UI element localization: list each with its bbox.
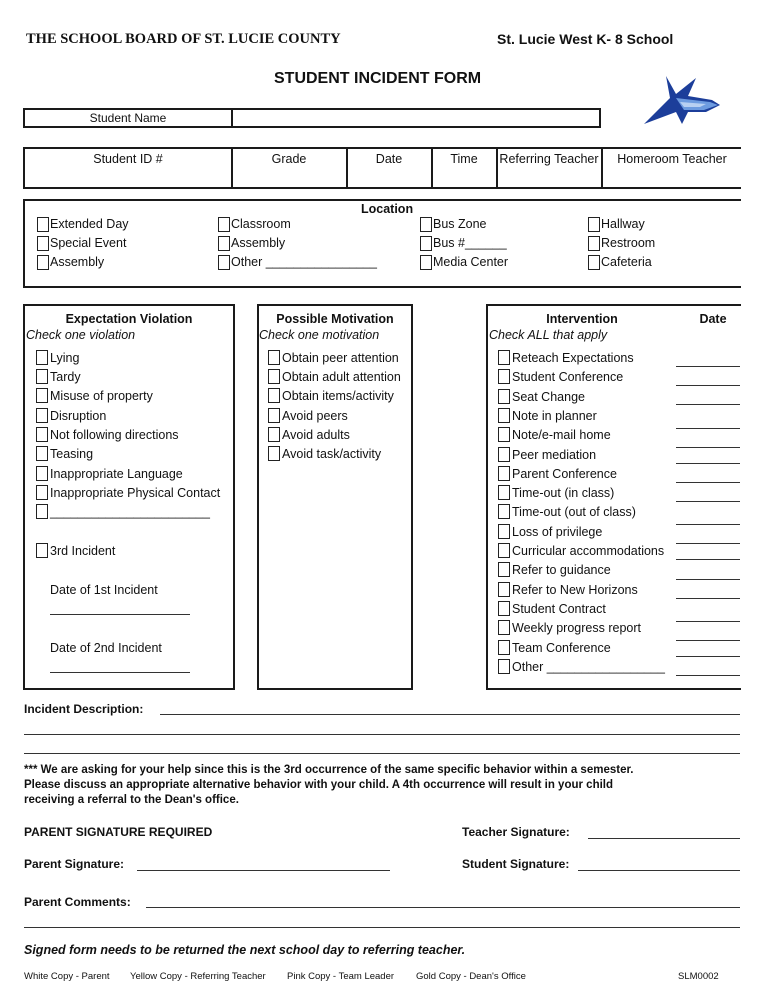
checkbox-intervention-4[interactable] bbox=[498, 427, 510, 442]
checkbox-other-violation[interactable] bbox=[36, 504, 48, 519]
checkbox-tardy[interactable] bbox=[36, 369, 48, 384]
intervention-item: Loss of privilege bbox=[512, 525, 603, 539]
location-media-center: Media Center bbox=[433, 255, 509, 269]
checkbox-hallway[interactable] bbox=[588, 217, 600, 232]
copy-white: White Copy - Parent bbox=[24, 971, 110, 982]
checkbox-intervention-11[interactable] bbox=[498, 562, 510, 577]
violation-disruption: Disruption bbox=[50, 409, 107, 423]
student-signature-label: Student Signature: bbox=[462, 857, 570, 871]
student-name-row bbox=[23, 108, 601, 128]
checkbox-intervention-7[interactable] bbox=[498, 485, 510, 500]
intervention-date-input[interactable] bbox=[676, 621, 740, 622]
possible-motivation-subtitle: Check one motivation bbox=[259, 328, 380, 342]
intervention-item: Refer to New Horizons bbox=[512, 583, 638, 597]
incident-description-line-2[interactable] bbox=[24, 734, 740, 735]
checkbox-classroom[interactable] bbox=[218, 217, 230, 232]
checkbox-avoid-adults[interactable] bbox=[268, 427, 280, 442]
copy-gold: Gold Copy - Dean's Office bbox=[416, 971, 526, 982]
motivation-avoid-peers: Avoid peers bbox=[282, 409, 348, 423]
intervention-date-input[interactable] bbox=[676, 366, 740, 367]
violation-lying: Lying bbox=[50, 351, 80, 365]
violation-teasing: Teasing bbox=[50, 447, 94, 461]
checkbox-intervention-9[interactable] bbox=[498, 524, 510, 539]
intervention-item: Time-out (in class) bbox=[512, 486, 615, 500]
intervention-date-header: Date bbox=[699, 312, 727, 326]
expectation-violation-title: Expectation Violation bbox=[65, 312, 193, 326]
notice-line-3: receiving a referral to the Dean's office. bbox=[24, 794, 239, 806]
checkbox-avoid-peers[interactable] bbox=[268, 408, 280, 423]
time-input[interactable] bbox=[433, 169, 495, 185]
checkbox-intervention-2[interactable] bbox=[498, 389, 510, 404]
parent-comments-line-2[interactable] bbox=[24, 927, 740, 928]
date-2nd-incident-input[interactable] bbox=[50, 672, 190, 673]
checkbox-obtain-items-activity[interactable] bbox=[268, 388, 280, 403]
motivation-avoid-task-activity: Avoid task/activity bbox=[282, 447, 382, 461]
intervention-item: Parent Conference bbox=[512, 467, 617, 481]
intervention-item: Note in planner bbox=[512, 409, 597, 423]
intervention-date-input[interactable] bbox=[676, 656, 740, 657]
copy-pink: Pink Copy - Team Leader bbox=[287, 971, 395, 982]
intervention-item: Student Contract bbox=[512, 602, 606, 616]
intervention-item: Time-out (out of class) bbox=[512, 505, 636, 519]
checkbox-extended-day[interactable] bbox=[37, 217, 49, 232]
location-cafeteria: Cafeteria bbox=[601, 255, 652, 269]
motivation-obtain-adult-attention: Obtain adult attention bbox=[282, 370, 401, 384]
parent-comments-line-1[interactable] bbox=[146, 907, 740, 908]
notice-line-1: *** We are asking for your help since this is the 3rd occurrence of the same specific behavior within a semester. bbox=[24, 764, 634, 776]
location-other[interactable]: Other ________________ bbox=[231, 255, 377, 269]
checkbox-assembly-1[interactable] bbox=[37, 255, 49, 270]
intervention-item: Peer mediation bbox=[512, 448, 597, 462]
location-assembly-1: Assembly bbox=[50, 255, 105, 269]
checkbox-restroom[interactable] bbox=[588, 236, 600, 251]
checkbox-other-location[interactable] bbox=[218, 255, 230, 270]
violation-misuse-of-property: Misuse of property bbox=[50, 389, 153, 403]
checkbox-lying[interactable] bbox=[36, 350, 48, 365]
location-assembly-2: Assembly bbox=[231, 236, 286, 250]
teacher-signature-label: Teacher Signature: bbox=[462, 825, 570, 839]
homeroom-teacher-input[interactable] bbox=[603, 169, 741, 185]
violation-not-following-directions: Not following directions bbox=[50, 428, 179, 442]
intervention-date-input[interactable] bbox=[676, 428, 740, 429]
intervention-date-input[interactable] bbox=[676, 675, 740, 676]
notice-line-2: Please discuss an appropriate alternative behavior with your child. A 4th occurrence will result in your child bbox=[24, 779, 614, 791]
location-bus-zone: Bus Zone bbox=[433, 217, 487, 231]
school-board-title: THE SCHOOL BOARD OF ST. LUCIE COUNTY bbox=[26, 31, 341, 47]
parent-signature-required: PARENT SIGNATURE REQUIRED bbox=[24, 825, 213, 839]
student-id-label: Student ID # bbox=[93, 152, 163, 166]
checkbox-intervention-8[interactable] bbox=[498, 504, 510, 519]
grade-input[interactable] bbox=[233, 169, 345, 185]
student-info-row bbox=[23, 147, 741, 189]
intervention-item: Note/e-mail home bbox=[512, 428, 611, 442]
copy-yellow: Yellow Copy - Referring Teacher bbox=[130, 971, 266, 982]
intervention-item[interactable]: Other _________________ bbox=[512, 660, 665, 674]
intervention-date-input[interactable] bbox=[676, 559, 740, 560]
motivation-obtain-items-activity: Obtain items/activity bbox=[282, 389, 394, 403]
date-1st-incident-input[interactable] bbox=[50, 614, 190, 615]
intervention-date-input[interactable] bbox=[676, 598, 740, 599]
intervention-item: Reteach Expectations bbox=[512, 351, 634, 365]
checkbox-inappropriate-language[interactable] bbox=[36, 466, 48, 481]
checkbox-not-following-directions[interactable] bbox=[36, 427, 48, 442]
checkbox-obtain-adult-attention[interactable] bbox=[268, 369, 280, 384]
homeroom-teacher-label: Homeroom Teacher bbox=[617, 152, 727, 166]
motivation-obtain-peer-attention: Obtain peer attention bbox=[282, 351, 399, 365]
intervention-item: Team Conference bbox=[512, 641, 611, 655]
checkbox-special-event[interactable] bbox=[37, 236, 49, 251]
checkbox-bus-zone[interactable] bbox=[420, 217, 432, 232]
parent-signature-label: Parent Signature: bbox=[24, 857, 125, 871]
school-name: St. Lucie West K- 8 School bbox=[497, 31, 674, 47]
checkbox-intervention-10[interactable] bbox=[498, 543, 510, 558]
intervention-subtitle: Check ALL that apply bbox=[489, 328, 608, 342]
form-code: SLM0002 bbox=[678, 971, 719, 982]
possible-motivation-title: Possible Motivation bbox=[276, 312, 394, 326]
violation-inappropriate-physical-contact: Inappropriate Physical Contact bbox=[50, 486, 221, 500]
page-title: STUDENT INCIDENT FORM bbox=[274, 70, 482, 87]
shark-mascot-icon bbox=[640, 72, 722, 126]
student-id-input[interactable] bbox=[27, 169, 229, 185]
location-title: Location bbox=[361, 202, 414, 216]
grade-label: Grade bbox=[271, 152, 307, 166]
expectation-violation-subtitle: Check one violation bbox=[26, 328, 136, 342]
checkbox-intervention-0[interactable] bbox=[498, 350, 510, 365]
intervention-date-input[interactable] bbox=[676, 501, 740, 502]
motivation-avoid-adults: Avoid adults bbox=[282, 428, 350, 442]
return-note: Signed form needs to be returned the next school day to referring teacher. bbox=[24, 943, 466, 957]
intervention-item: Weekly progress report bbox=[512, 621, 641, 635]
referring-teacher-label: Referring Teacher bbox=[499, 152, 599, 166]
parent-signature-input[interactable] bbox=[137, 870, 390, 871]
checkbox-intervention-3[interactable] bbox=[498, 408, 510, 423]
checkbox-assembly-2[interactable] bbox=[218, 236, 230, 251]
intervention-date-input[interactable] bbox=[676, 447, 740, 448]
student-signature-input[interactable] bbox=[578, 870, 740, 871]
referring-teacher-input[interactable] bbox=[498, 169, 600, 185]
student-name-label: Student Name bbox=[89, 111, 167, 125]
violation-other[interactable]: _______________________ bbox=[50, 505, 210, 519]
location-hallway: Hallway bbox=[601, 217, 645, 231]
intervention-date-input[interactable] bbox=[676, 404, 740, 405]
intervention-date-input[interactable] bbox=[676, 640, 740, 641]
intervention-item: Curricular accommodations bbox=[512, 544, 665, 558]
violation-tardy: Tardy bbox=[50, 370, 81, 384]
violation-inappropriate-language: Inappropriate Language bbox=[50, 467, 183, 481]
checkbox-intervention-14[interactable] bbox=[498, 620, 510, 635]
checkbox-intervention-13[interactable] bbox=[498, 601, 510, 616]
intervention-date-input[interactable] bbox=[676, 385, 740, 386]
third-incident-label: 3rd Incident bbox=[50, 544, 116, 558]
intervention-date-input[interactable] bbox=[676, 463, 740, 464]
date-1st-incident-label: Date of 1st Incident bbox=[50, 583, 158, 597]
location-special-event: Special Event bbox=[50, 236, 127, 250]
intervention-item: Seat Change bbox=[512, 390, 585, 404]
intervention-item: Refer to guidance bbox=[512, 563, 611, 577]
checkbox-bus-number[interactable] bbox=[420, 236, 432, 251]
checkbox-inappropriate-physical-contact[interactable] bbox=[36, 485, 48, 500]
checkbox-teasing[interactable] bbox=[36, 446, 48, 461]
student-name-input[interactable] bbox=[233, 110, 599, 126]
date-2nd-incident-label: Date of 2nd Incident bbox=[50, 641, 162, 655]
time-label: Time bbox=[450, 152, 478, 166]
checkbox-3rd-incident[interactable] bbox=[36, 543, 48, 558]
intervention-date-input[interactable] bbox=[676, 524, 740, 525]
intervention-item: Student Conference bbox=[512, 370, 624, 384]
location-classroom: Classroom bbox=[231, 217, 291, 231]
location-extended-day: Extended Day bbox=[50, 217, 129, 231]
location-restroom: Restroom bbox=[601, 236, 656, 250]
intervention-title: Intervention bbox=[546, 312, 618, 326]
parent-comments-label: Parent Comments: bbox=[24, 895, 131, 909]
checkbox-intervention-6[interactable] bbox=[498, 466, 510, 481]
date-label: Date bbox=[375, 152, 403, 166]
checkbox-intervention-15[interactable] bbox=[498, 640, 510, 655]
checkbox-intervention-1[interactable] bbox=[498, 369, 510, 384]
checkbox-misuse-of-property[interactable] bbox=[36, 388, 48, 403]
checkbox-intervention-5[interactable] bbox=[498, 447, 510, 462]
date-input[interactable] bbox=[348, 169, 430, 185]
checkbox-avoid-task-activity[interactable] bbox=[268, 446, 280, 461]
checkbox-obtain-peer-attention[interactable] bbox=[268, 350, 280, 365]
intervention-date-input[interactable] bbox=[676, 482, 740, 483]
checkbox-intervention-12[interactable] bbox=[498, 582, 510, 597]
incident-description-line-1[interactable] bbox=[160, 714, 740, 715]
checkbox-media-center[interactable] bbox=[420, 255, 432, 270]
checkbox-intervention-16[interactable] bbox=[498, 659, 510, 674]
incident-description-line-3[interactable] bbox=[24, 753, 740, 754]
intervention-date-input[interactable] bbox=[676, 579, 740, 580]
location-bus-number[interactable]: Bus #______ bbox=[433, 236, 507, 250]
checkbox-disruption[interactable] bbox=[36, 408, 48, 423]
incident-description-label: Incident Description: bbox=[24, 702, 144, 716]
teacher-signature-input[interactable] bbox=[588, 838, 740, 839]
checkbox-cafeteria[interactable] bbox=[588, 255, 600, 270]
intervention-date-input[interactable] bbox=[676, 543, 740, 544]
